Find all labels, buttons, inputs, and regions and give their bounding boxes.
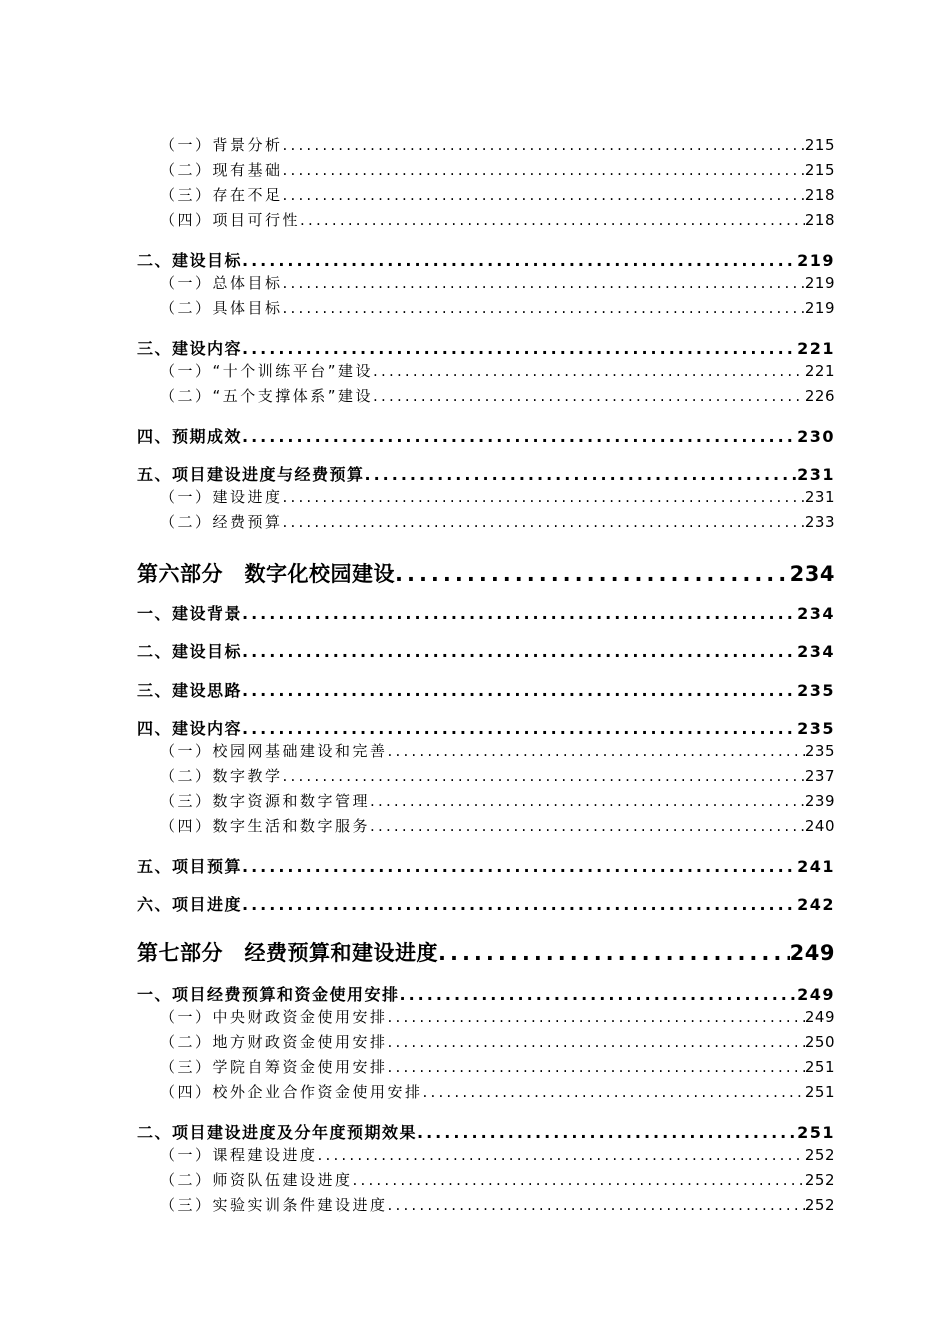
- toc-leader-dots: [373, 362, 805, 380]
- toc-part-entry[interactable]: [137, 558, 835, 588]
- toc-leader-dots: [388, 742, 805, 760]
- toc-page-number: 231: [797, 465, 835, 484]
- toc-entry-title: 六、项目进度: [137, 895, 243, 914]
- toc-section-entry[interactable]: [137, 1120, 835, 1143]
- toc-entry-title: （一）“十个训练平台”建设: [160, 362, 374, 380]
- toc-entry-title: （四）校外企业合作资金使用安排: [160, 1083, 423, 1101]
- toc-entry-title: （一）背景分析: [160, 136, 283, 154]
- toc-entry-title: 二、建设目标: [137, 642, 243, 661]
- toc-subsection-entry[interactable]: [160, 1031, 835, 1052]
- toc-leader-dots: [283, 513, 805, 531]
- toc-leader-dots: [242, 427, 797, 446]
- toc-section-entry[interactable]: [137, 982, 835, 1005]
- toc-entry-title: （一）中央财政资金使用安排: [160, 1008, 388, 1026]
- toc-section-entry[interactable]: [137, 854, 835, 877]
- toc-section-entry[interactable]: [137, 678, 835, 701]
- toc-subsection-entry[interactable]: [160, 385, 835, 406]
- toc-leader-dots: [283, 274, 805, 292]
- toc-entry-title: （三）存在不足: [160, 186, 283, 204]
- toc-subsection-entry[interactable]: [160, 360, 835, 381]
- toc-section-entry[interactable]: [137, 716, 835, 739]
- toc-subsection-entry[interactable]: [160, 272, 835, 293]
- toc-entry-title: （二）现有基础: [160, 161, 283, 179]
- toc-entry-title: 二、建设目标: [137, 251, 243, 270]
- toc-page-number: 252: [804, 1196, 835, 1214]
- toc-leader-dots: [242, 251, 797, 270]
- toc-page-number: 235: [797, 681, 835, 700]
- toc-page-number: 231: [804, 488, 835, 506]
- toc-section-entry[interactable]: [137, 424, 835, 447]
- toc-subsection-entry[interactable]: [160, 1169, 835, 1190]
- toc-leader-dots: [283, 767, 805, 785]
- toc-page-number: 240: [804, 817, 835, 835]
- toc-page-number: 237: [804, 767, 835, 785]
- toc-subsection-entry[interactable]: [160, 815, 835, 836]
- toc-leader-dots: [400, 985, 798, 1004]
- toc-leader-dots: [373, 387, 805, 405]
- toc-leader-dots: [370, 792, 805, 810]
- toc-leader-dots: [242, 339, 797, 358]
- toc-page-number: 215: [804, 161, 835, 179]
- toc-part-entry[interactable]: [137, 937, 835, 967]
- toc-section-entry[interactable]: [137, 336, 835, 359]
- toc-leader-dots: [395, 562, 790, 586]
- toc-subsection-entry[interactable]: [160, 486, 835, 507]
- toc-subsection-entry[interactable]: [160, 297, 835, 318]
- toc-page-number: 239: [804, 792, 835, 810]
- toc-leader-dots: [388, 1196, 805, 1214]
- toc-page-number: 250: [804, 1033, 835, 1051]
- toc-leader-dots: [283, 161, 805, 179]
- toc-entry-title: （二）数字教学: [160, 767, 283, 785]
- toc-leader-dots: [370, 817, 805, 835]
- toc-page-number: 235: [804, 742, 835, 760]
- toc-leader-dots: [353, 1171, 805, 1189]
- toc-subsection-entry[interactable]: [160, 511, 835, 532]
- toc-leader-dots: [242, 604, 797, 623]
- toc-leader-dots: [242, 895, 797, 914]
- toc-entry-title: （三）学院自筹资金使用安排: [160, 1058, 388, 1076]
- toc-subsection-entry[interactable]: [160, 765, 835, 786]
- toc-page-number: 219: [797, 251, 835, 270]
- toc-page-number: 235: [797, 719, 835, 738]
- toc-leader-dots: [283, 299, 805, 317]
- toc-entry-title: （二）经费预算: [160, 513, 283, 531]
- toc-subsection-entry[interactable]: [160, 790, 835, 811]
- toc-subsection-entry[interactable]: [160, 1144, 835, 1165]
- toc-page-number: 234: [797, 642, 835, 661]
- toc-leader-dots: [365, 465, 798, 484]
- toc-leader-dots: [423, 1083, 805, 1101]
- toc-page-number: 234: [797, 604, 835, 623]
- toc-page-number: 218: [804, 186, 835, 204]
- toc-leader-dots: [283, 186, 805, 204]
- toc-subsection-entry[interactable]: [160, 1056, 835, 1077]
- toc-page-number: 251: [797, 1123, 835, 1142]
- toc-section-entry[interactable]: [137, 639, 835, 662]
- toc-section-entry[interactable]: [137, 248, 835, 271]
- toc-entry-title: （二）“五个支撑体系”建设: [160, 387, 374, 405]
- toc-page-number: 233: [804, 513, 835, 531]
- toc-page-number: 218: [804, 211, 835, 229]
- toc-entry-title: （二）地方财政资金使用安排: [160, 1033, 388, 1051]
- toc-page-number: 249: [797, 985, 835, 1004]
- toc-leader-dots: [388, 1033, 805, 1051]
- toc-subsection-entry[interactable]: [160, 209, 835, 230]
- toc-entry-title: 三、建设思路: [137, 681, 243, 700]
- toc-subsection-entry[interactable]: [160, 740, 835, 761]
- toc-page-number: 241: [797, 857, 835, 876]
- toc-leader-dots: [283, 488, 805, 506]
- toc-leader-dots: [242, 719, 797, 738]
- toc-page-number: 251: [804, 1058, 835, 1076]
- toc-leader-dots: [300, 211, 805, 229]
- toc-section-entry[interactable]: [137, 892, 835, 915]
- toc-section-entry[interactable]: [137, 462, 835, 485]
- toc-entry-title: （三）数字资源和数字管理: [160, 792, 371, 810]
- toc-entry-title: （一）课程建设进度: [160, 1146, 318, 1164]
- toc-page-number: 249: [789, 941, 835, 965]
- toc-leader-dots: [242, 642, 797, 661]
- toc-page-number: 249: [804, 1008, 835, 1026]
- toc-leader-dots: [388, 1008, 805, 1026]
- toc-section-entry[interactable]: [137, 601, 835, 624]
- toc-page-number: 219: [804, 274, 835, 292]
- toc-entry-title: （一）建设进度: [160, 488, 283, 506]
- toc-subsection-entry[interactable]: [160, 184, 835, 205]
- toc-leader-dots: [417, 1123, 797, 1142]
- toc-leader-dots: [242, 681, 797, 700]
- toc-leader-dots: [388, 1058, 805, 1076]
- toc-page-number: 226: [804, 387, 835, 405]
- toc-entry-title: （一）校园网基础建设和完善: [160, 742, 388, 760]
- toc-leader-dots: [242, 857, 797, 876]
- toc-entry-title: 第六部分 数字化校园建设: [137, 562, 395, 586]
- toc-subsection-entry[interactable]: [160, 1194, 835, 1215]
- toc-entry-title: （一）总体目标: [160, 274, 283, 292]
- toc-subsection-entry[interactable]: [160, 134, 835, 155]
- toc-page-number: 234: [789, 562, 835, 586]
- toc-page-number: 221: [804, 362, 835, 380]
- toc-subsection-entry[interactable]: [160, 159, 835, 180]
- toc-entry-title: 五、项目建设进度与经费预算: [137, 465, 365, 484]
- toc-page-number: 251: [804, 1083, 835, 1101]
- toc-entry-title: （四）数字生活和数字服务: [160, 817, 371, 835]
- toc-leader-dots: [438, 941, 790, 965]
- toc-page-number: 219: [804, 299, 835, 317]
- toc-leader-dots: [283, 136, 805, 154]
- toc-entry-title: 一、建设背景: [137, 604, 243, 623]
- toc-entry-title: （二）师资队伍建设进度: [160, 1171, 353, 1189]
- toc-page-number: 215: [804, 136, 835, 154]
- toc-page-number: 252: [804, 1171, 835, 1189]
- toc-subsection-entry[interactable]: [160, 1081, 835, 1102]
- toc-entry-title: （四）项目可行性: [160, 211, 301, 229]
- toc-page-number: 242: [797, 895, 835, 914]
- toc-page-number: 252: [804, 1146, 835, 1164]
- toc-entry-title: （二）具体目标: [160, 299, 283, 317]
- toc-leader-dots: [318, 1146, 805, 1164]
- toc-page-number: 221: [797, 339, 835, 358]
- toc-entry-title: 四、建设内容: [137, 719, 243, 738]
- toc-entry-title: 第七部分 经费预算和建设进度: [137, 941, 438, 965]
- toc-entry-title: 四、预期成效: [137, 427, 243, 446]
- toc-subsection-entry[interactable]: [160, 1006, 835, 1027]
- toc-page-number: 230: [797, 427, 835, 446]
- toc-entry-title: （三）实验实训条件建设进度: [160, 1196, 388, 1214]
- toc-entry-title: 一、项目经费预算和资金使用安排: [137, 985, 400, 1004]
- toc-entry-title: 五、项目预算: [137, 857, 243, 876]
- toc-entry-title: 三、建设内容: [137, 339, 243, 358]
- toc-entry-title: 二、项目建设进度及分年度预期效果: [137, 1123, 418, 1142]
